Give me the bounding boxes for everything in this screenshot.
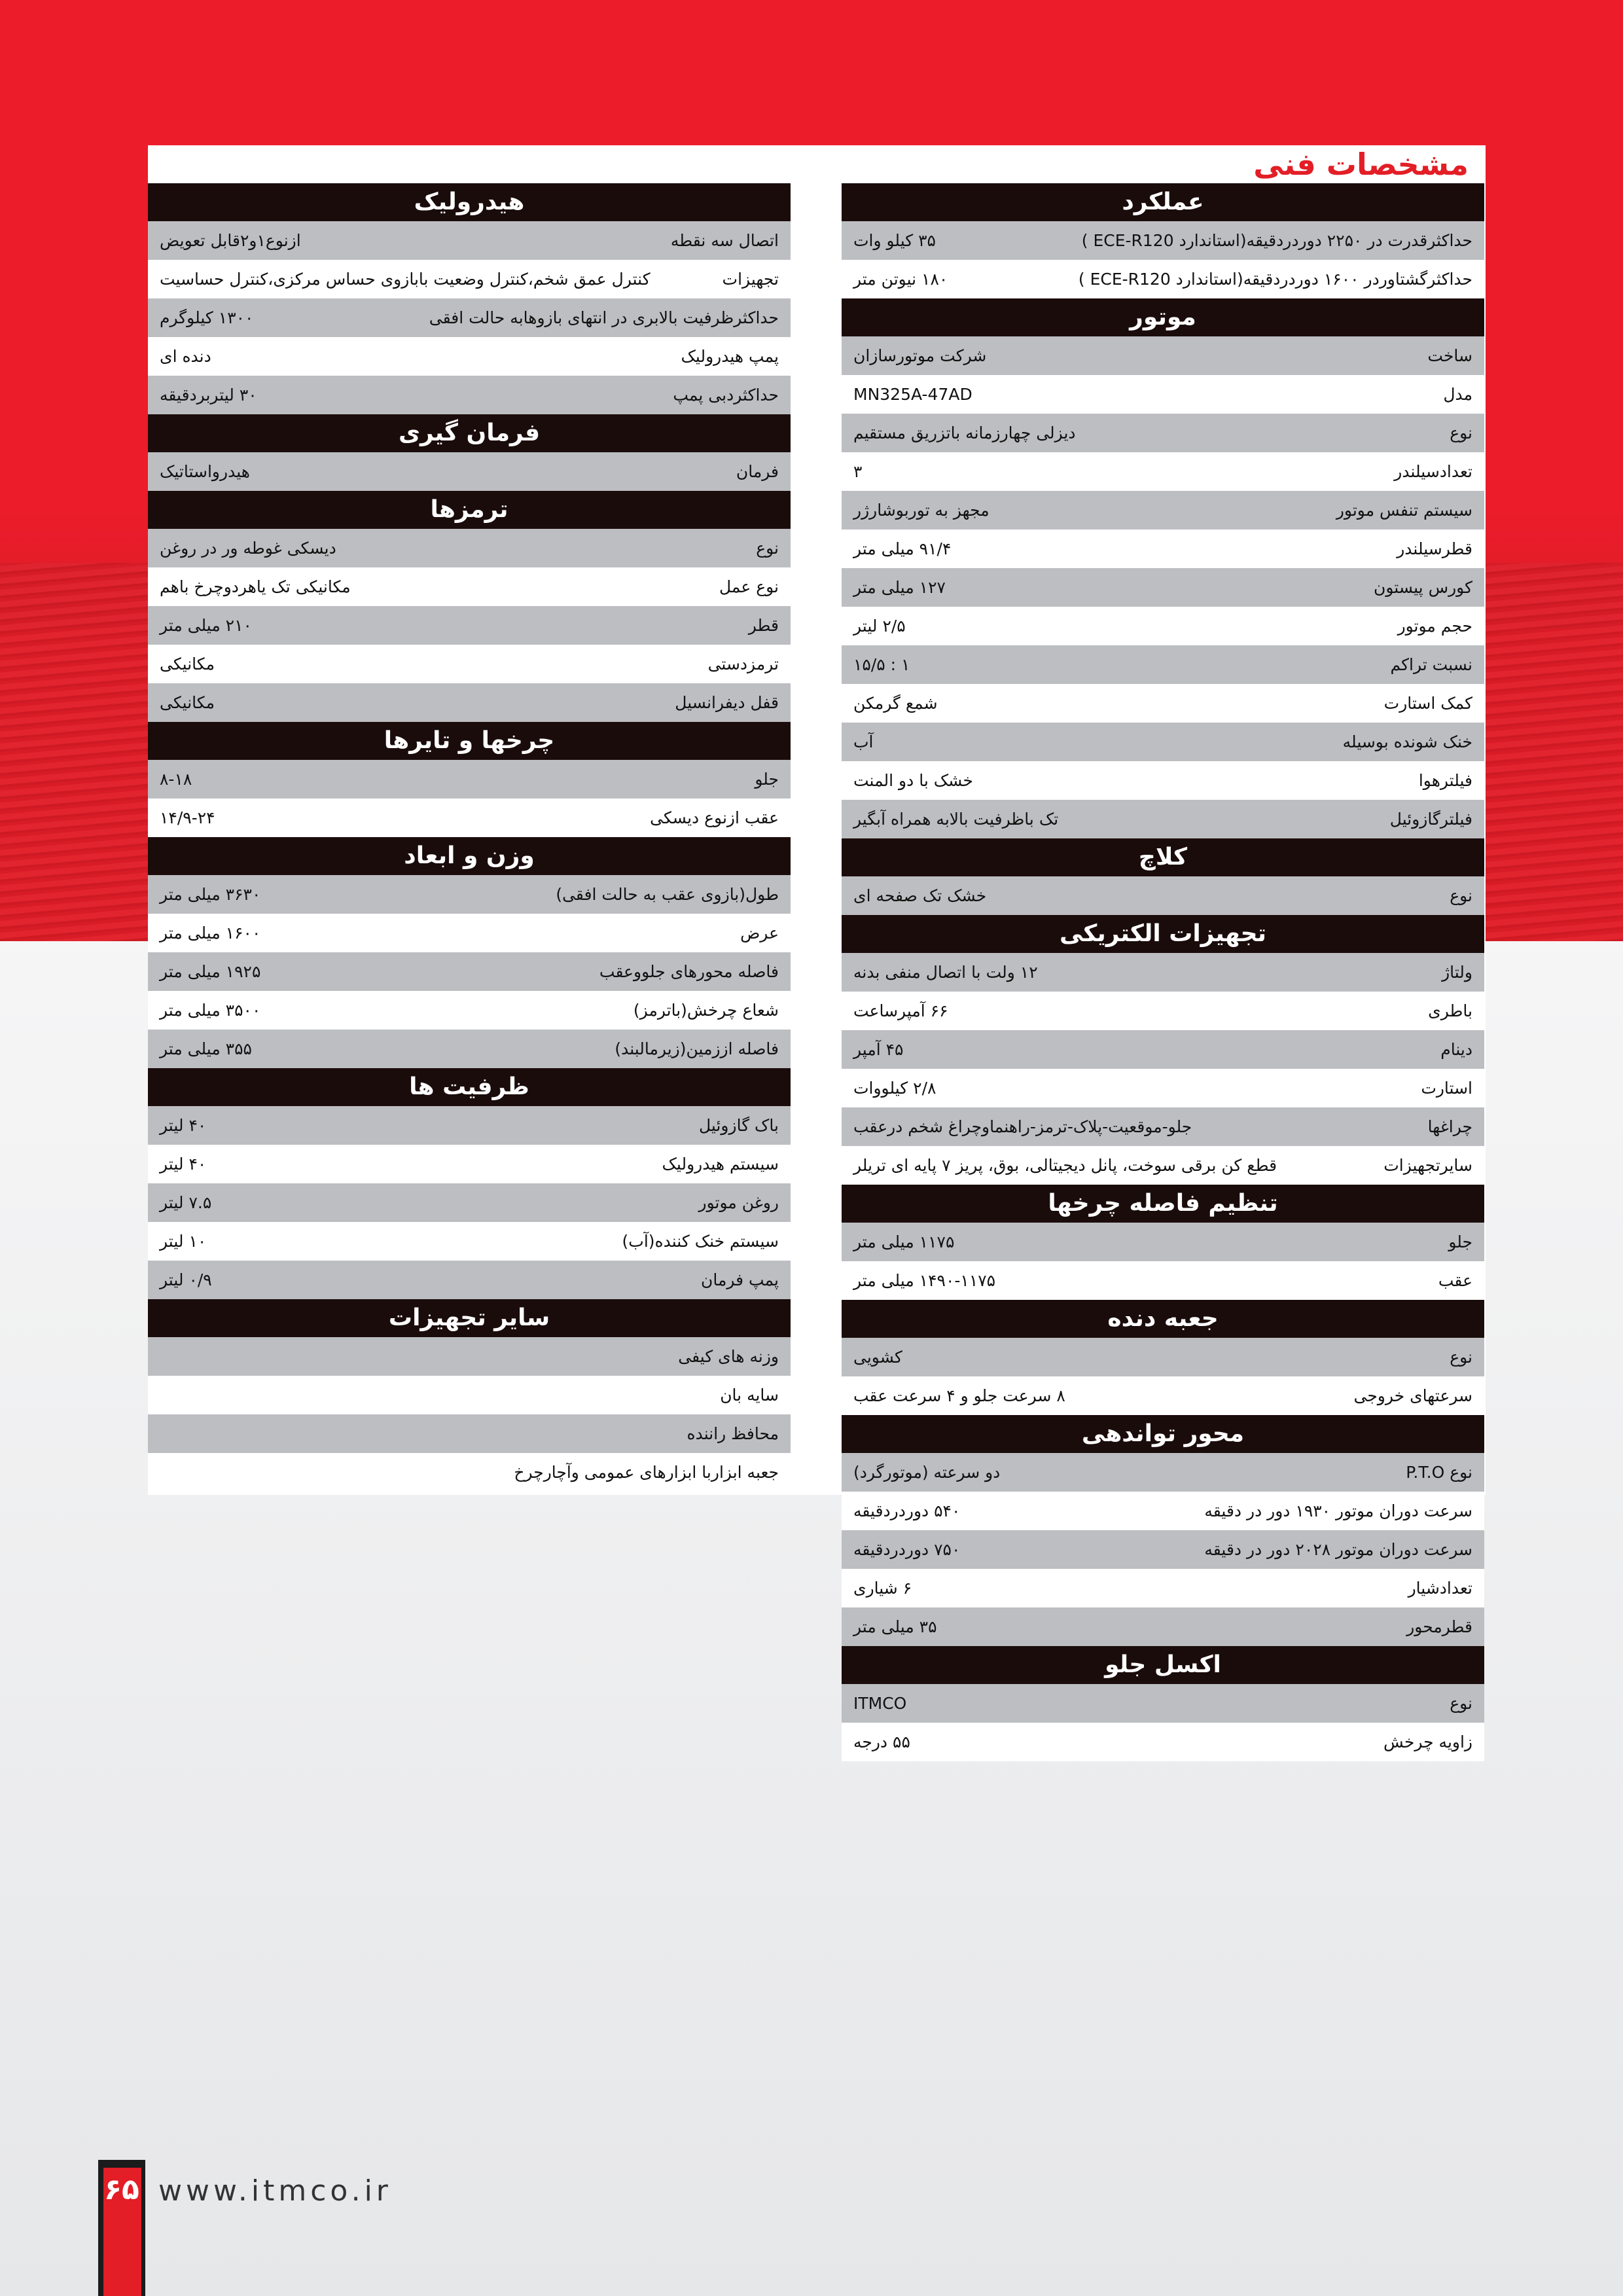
spec-label: چراغها [1427,1117,1472,1136]
spec-value: خشک با دو المنت [853,771,973,790]
spec-value: ۵۵ درجه [853,1732,910,1751]
spec-row [842,1607,1484,1646]
spec-value: مکانیکی [160,655,215,673]
spec-value: دیسکی غوطه ور در روغن [160,539,336,558]
spec-column-left [148,183,791,1492]
spec-label: مدل [1443,385,1472,404]
spec-label: سرعت دوران موتور ۱۹۳۰ دور در دقیقه [1204,1501,1472,1520]
spec-label: عقب ازنوع دیسکی [650,808,779,827]
spec-row [148,1414,791,1453]
spec-row [148,1453,791,1492]
spec-value: خشک تک صفحه ای [853,886,987,905]
spec-row [148,1222,791,1261]
section-header: وزن و ابعاد [148,837,791,875]
spec-label: ترمزدستی [707,655,779,673]
section-header: عملکرد [842,183,1484,221]
spec-row [842,375,1484,414]
spec-value: ۶ شیاری [853,1579,912,1598]
spec-value: ۱۲ ولت با اتصال منفی بدنه [853,963,1038,982]
spec-value: ۸ سرعت جلو و ۴ سرعت عقب [853,1386,1065,1405]
spec-row [842,1453,1484,1492]
spec-label: نوع [1450,1348,1472,1367]
spec-value: ازنوع۱و۲قابل تعویض [160,231,301,250]
spec-row [148,337,791,376]
spec-row [842,1338,1484,1376]
spec-row [842,452,1484,491]
spec-row [842,1723,1484,1761]
spec-label: نسبت تراکم [1390,655,1472,674]
spec-label: قطرسیلندر [1397,539,1472,558]
spec-label: نوع [1450,886,1472,905]
spec-row [148,452,791,491]
spec-label: حداکثرظرفیت بالابری در انتهای بازوهابه حالت افقی [429,308,779,327]
spec-label: نوع [756,539,779,558]
section-header: اکسل جلو [842,1646,1484,1684]
spec-row [148,529,791,567]
spec-row [842,414,1484,452]
spec-row [148,645,791,683]
spec-label: پمپ فرمان [700,1270,779,1289]
spec-label: دینام [1440,1040,1472,1059]
spec-label: ولتاژ [1442,963,1472,982]
spec-label: محافظ راننده [687,1424,779,1443]
spec-row [842,723,1484,761]
spec-label: فرمان [736,462,779,481]
spec-value: ۰/۹ لیتر [160,1270,212,1289]
spec-value: مجهز به توربوشارژر [853,501,990,520]
spec-row [842,1146,1484,1185]
spec-label: جلو [1448,1232,1472,1251]
spec-value: ۷۵۰ دوردردقیقه [853,1540,961,1559]
spec-label: وزنه های کیفی [678,1347,779,1366]
spec-row [842,221,1484,260]
spec-row [148,1261,791,1299]
spec-value: شمع گرمکن [853,694,938,713]
spec-row [148,952,791,991]
spec-label: قطرمحور [1406,1617,1472,1636]
spec-value: ۳ [853,462,863,481]
spec-value: مکانیکی تک یاهردوچرخ باهم [160,577,351,596]
spec-value: ۳۶۳۰ میلی متر [160,885,261,904]
spec-value: ۱۲۷ میلی متر [853,578,946,597]
spec-value: ۱۴۹۰-۱۱۷۵ میلی متر [853,1271,996,1290]
spec-value: ۱۶۰۰ میلی متر [160,924,261,942]
spec-label: فاصله محورهای جلووعقب [599,962,779,981]
spec-row [842,1030,1484,1069]
spec-label: حداکثرقدرت در ۲۲۵۰ دوردردقیقه(استاندارد ECE-R120 ) [1081,231,1472,250]
spec-label: باک گازوئیل [699,1116,779,1135]
section-header: تنظیم فاصله چرخها [842,1185,1484,1223]
spec-row [842,761,1484,800]
spec-row [148,1145,791,1183]
spec-label: طول(بازوی عقب به حالت افقی) [556,885,779,904]
spec-label: فیلترهوا [1418,771,1472,790]
spec-row [842,491,1484,529]
spec-label: سرعتهای خروجی [1353,1386,1472,1405]
spec-label: تجهیزات [722,270,779,289]
spec-label: حجم موتور [1397,617,1472,636]
spec-value: ITMCO [853,1694,907,1713]
spec-row [842,1569,1484,1607]
spec-row [148,1106,791,1145]
spec-value: ۱۹۲۵ میلی متر [160,962,261,981]
spec-value: ۱۸۰ نیوتن متر [853,270,948,289]
spec-value: ۴۰ لیتر [160,1155,207,1174]
spec-row [842,1261,1484,1300]
spec-value: ۹۱/۴ میلی متر [853,539,952,558]
spec-label: جعبه ابزاربا ابزارهای عمومی وآچارچرخ [514,1463,779,1482]
spec-value: دو سرعته (موتورگرد) [853,1463,1001,1482]
spec-label: روغن موتور [698,1193,779,1212]
spec-value: ۶۶ آمپرساعت [853,1001,948,1020]
spec-label: پمپ هیدرولیک [681,347,779,366]
spec-label: حداکثردبی پمپ [673,386,779,404]
spec-label: عقب [1438,1271,1472,1290]
spec-row [148,875,791,914]
spec-value: دنده ای [160,347,211,366]
spec-label: ساخت [1427,346,1472,365]
spec-label: قفل دیفرانسیل [675,693,779,712]
spec-label: اتصال سه نقطه [670,231,779,250]
spec-row [842,1223,1484,1261]
spec-label: تعدادشیار [1408,1579,1472,1598]
page-title: مشخصات فنی [1253,147,1469,182]
spec-value: ۸-۱۸ [160,770,192,789]
spec-label: استارت [1421,1079,1472,1098]
spec-row [148,760,791,798]
spec-value: ۲/۵ لیتر [853,617,906,636]
spec-value: ۳۰ لیتربردقیقه [160,386,257,404]
spec-label: نوع [1450,423,1472,442]
spec-value: دیزلی چهارزمانه باتزریق مستقیم [853,423,1076,442]
spec-label: سایرتجهیزات [1383,1156,1472,1175]
spec-label: فیلترگازوئیل [1389,810,1472,829]
section-header: ظرفیت ها [148,1068,791,1106]
section-header: کلاچ [842,838,1484,876]
spec-label: نوع عمل [719,577,779,596]
spec-row [148,260,791,298]
section-header: ترمزها [148,491,791,529]
spec-row [842,992,1484,1030]
spec-label: خنک شونده بوسیله [1342,732,1472,751]
section-header: تجهیزات الکتریکی [842,915,1484,953]
spec-row [842,1376,1484,1415]
spec-row [148,1183,791,1222]
spec-row [842,607,1484,645]
spec-row [842,1492,1484,1530]
spec-row [842,953,1484,992]
spec-label: سرعت دوران موتور ۲۰۲۸ دور در دقیقه [1204,1540,1472,1559]
spec-value: هیدرواستاتیک [160,462,250,481]
spec-label: نوع P.T.O [1406,1463,1472,1482]
spec-value: ۱۴/۹-۲۴ [160,808,215,827]
spec-row [148,1376,791,1414]
spec-column-right [842,183,1484,1761]
spec-value: ۲/۸ کیلووات [853,1079,936,1098]
spec-value: آب [853,732,874,751]
spec-label: عرض [740,924,779,942]
spec-row [842,529,1484,568]
spec-row [148,1030,791,1068]
spec-label: سایه بان [720,1386,779,1405]
spec-label: فاصله اززمین(زیرمالبند) [615,1039,779,1058]
section-header: هیدرولیک [148,183,791,221]
spec-row [842,1530,1484,1569]
spec-row [842,645,1484,684]
section-header: محور تواندهی [842,1415,1484,1453]
spec-value: ۴۰ لیتر [160,1116,207,1135]
spec-label: حداکثرگشتاوردر ۱۶۰۰ دوردردقیقه(استاندارد ECE-R120 ) [1078,270,1472,289]
spec-row [148,991,791,1030]
spec-row [148,606,791,645]
spec-label: کورس پیستون [1374,578,1472,597]
spec-row [842,1107,1484,1146]
spec-row [148,1337,791,1376]
section-header: سایر تجهیزات [148,1299,791,1337]
spec-label: زاویه چرخش [1383,1732,1472,1751]
spec-row [148,914,791,952]
spec-row [842,260,1484,298]
spec-label: کمک استارت [1383,694,1472,713]
spec-row [148,798,791,837]
spec-row [148,298,791,337]
spec-value: ۵۴۰ دوردردقیقه [853,1501,961,1520]
spec-value: کنترل عمق شخم،کنترل وضعیت بابازوی حساس مرکزی،کنترل حساسیت [160,270,651,289]
spec-row [148,567,791,606]
spec-value: ۴۵ آمپر [853,1040,904,1059]
section-header: فرمان گیری [148,414,791,452]
website-link[interactable]: www.itmco.ir [158,2174,392,2208]
spec-sheet [148,145,1486,1751]
section-header: جعبه دنده [842,1300,1484,1338]
spec-row [842,336,1484,375]
spec-label: جلو [755,770,779,789]
spec-row [842,568,1484,607]
spec-label: باطری [1428,1001,1472,1020]
spec-label: سیستم خنک کننده(آب) [622,1232,779,1251]
spec-value: MN325A-47AD [853,385,972,404]
spec-row [842,800,1484,838]
spec-label: نوع [1450,1694,1472,1713]
spec-label: سیستم هیدرولیک [662,1155,779,1174]
spec-value: مکانیکی [160,693,215,712]
spec-label: قطر [748,616,779,635]
spec-value: جلو-موقعیت-پلاک-ترمز-راهنماوچراغ شخم درعقب [853,1117,1192,1136]
spec-row [842,876,1484,915]
spec-row [148,683,791,722]
spec-row [842,684,1484,723]
spec-row [842,1684,1484,1723]
page-number: ۶۵ [104,2173,139,2206]
spec-value: ۲۱۰ میلی متر [160,616,252,635]
spec-value: ۳۵۵ میلی متر [160,1039,252,1058]
spec-value: ۱ : ۱۵/۵ [853,655,910,674]
spec-value: ۳۵ کیلو وات [853,231,936,250]
spec-label: تعدادسیلندر [1394,462,1472,481]
spec-value: شرکت موتورسازان [853,346,987,365]
section-header: چرخها و تایرها [148,722,791,760]
spec-value: ۳۵ میلی متر [853,1617,937,1636]
spec-row [148,376,791,414]
spec-label: شعاع چرخش(باترمز) [633,1001,779,1020]
spec-label: سیستم تنفس موتور [1336,501,1472,520]
spec-value: قطع کن برقی سوخت، پانل دیجیتالی، بوق، پریز ۷ پایه ای تریلر [853,1156,1277,1175]
spec-value: ۱۰ لیتر [160,1232,207,1251]
spec-value: تک باظرفیت بالابه همراه آبگیر [853,810,1059,829]
spec-row [842,1069,1484,1107]
spec-value: ۱۱۷۵ میلی متر [853,1232,955,1251]
spec-value: ۳۵۰۰ میلی متر [160,1001,261,1020]
spec-value: ۷.۵ لیتر [160,1193,212,1212]
spec-row [148,221,791,260]
section-header: موتور [842,298,1484,336]
spec-value: کشویی [853,1348,902,1367]
spec-value: ۱۳۰۰ کیلوگرم [160,308,254,327]
